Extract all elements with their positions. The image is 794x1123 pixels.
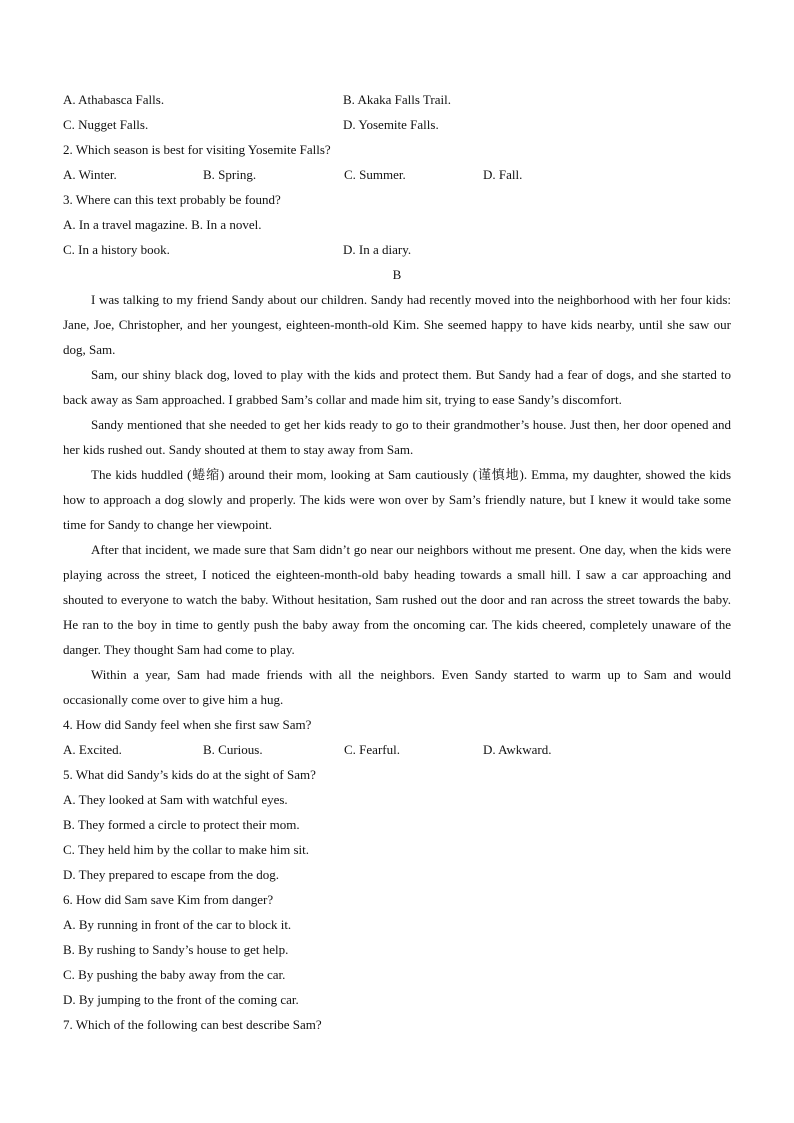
q5-stem: 5. What did Sandy’s kids do at the sight of Sam? <box>63 767 316 782</box>
q4-option-b: B. Curious. <box>203 742 263 757</box>
q2-option-d: D. Fall. <box>483 167 523 182</box>
q3-options-ab: A. In a travel magazine. B. In a novel. <box>63 217 262 232</box>
q3-option-d: D. In a diary. <box>343 242 412 257</box>
q6-option-c: C. By pushing the baby away from the car. <box>63 967 286 982</box>
passage-paragraph-2: Sam, our shiny black dog, loved to play with the kids and protect them. But Sandy had a fear of dogs, and she started to back away as Sam approached. I grabbed Sam’s collar and made him sit, trying to ease Sandy’s discomfort. <box>63 367 731 407</box>
q6-option-a: A. By running in front of the car to block it. <box>63 917 292 932</box>
q5-option-a: A. They looked at Sam with watchful eyes. <box>63 792 288 807</box>
q5-option-d: D. They prepared to escape from the dog. <box>63 867 279 882</box>
q4-options <box>63 737 731 762</box>
q2-stem: 2. Which season is best for visiting Yosemite Falls? <box>63 142 331 157</box>
passage-paragraph-3: Sandy mentioned that she needed to get her kids ready to go to their grandmother’s house. Just then, her door opened and her kids rushed out. Sandy shouted at them to stay away from Sam. <box>63 417 731 457</box>
q2-option-c: C. Summer. <box>344 167 406 182</box>
exam-page <box>63 87 731 1037</box>
q2-option-b: B. Spring. <box>203 167 257 182</box>
q1-option-c: C. Nugget Falls. <box>63 117 149 132</box>
q3-stem: 3. Where can this text probably be found? <box>63 192 281 207</box>
q2-option-a: A. Winter. <box>63 167 117 182</box>
q2-options <box>63 162 731 187</box>
q6-stem: 6. How did Sam save Kim from danger? <box>63 892 274 907</box>
q4-stem: 4. How did Sandy feel when she first saw Sam? <box>63 717 312 732</box>
q3-options-cd <box>63 237 731 262</box>
q4-option-a: A. Excited. <box>63 742 122 757</box>
passage-paragraph-1: I was talking to my friend Sandy about our children. Sandy had recently moved into the neighborhood with her four kids: Jane, Joe, Christopher, and her youngest, eighteen-month-old Kim. She seemed happy to have kids nearby, until she saw our dog, Sam. <box>63 292 731 357</box>
q7-stem: 7. Which of the following can best describe Sam? <box>63 1017 322 1032</box>
section-label: B <box>392 267 402 282</box>
q4-option-c: C. Fearful. <box>344 742 400 757</box>
passage-paragraph-4: The kids huddled (蜷缩) around their mom, looking at Sam cautiously (谨慎地). Emma, my daughter, showed the kids how to approach a dog slowly and properly. The kids were won over by Sam’s friendly nature, but I knew it would take some time for Sandy to change her viewpoint. <box>63 467 731 532</box>
q1-option-a: A. Athabasca Falls. <box>63 92 165 107</box>
q5-option-b: B. They formed a circle to protect their mom. <box>63 817 300 832</box>
q4-option-d: D. Awkward. <box>483 742 552 757</box>
passage-paragraph-6: Within a year, Sam had made friends with all the neighbors. Even Sandy started to warm up to Sam and would occasionally come over to give him a hug. <box>63 667 731 707</box>
q1-option-d: D. Yosemite Falls. <box>343 117 439 132</box>
q3-option-c: C. In a history book. <box>63 242 170 257</box>
q6-option-d: D. By jumping to the front of the coming car. <box>63 992 299 1007</box>
passage-paragraph-5: After that incident, we made sure that Sam didn’t go near our neighbors without me present. One day, when the kids were playing across the street, I noticed the eighteen-month-old baby heading towards a small hill. I saw a car approaching and shouted to everyone to watch the baby. Without hesitation, Sam rushed out the door and ran across the street towards the baby. He ran to the boy in time to gently push the baby away from the oncoming car. The kids cheered, completely unaware of the danger. They thought Sam had come to play. <box>63 542 731 657</box>
q6-option-b: B. By rushing to Sandy’s house to get help. <box>63 942 289 957</box>
q1-options-row-1 <box>63 87 731 112</box>
q1-options-row-2 <box>63 112 731 137</box>
q5-option-c: C. They held him by the collar to make him sit. <box>63 842 309 857</box>
q1-option-b: B. Akaka Falls Trail. <box>343 92 451 107</box>
